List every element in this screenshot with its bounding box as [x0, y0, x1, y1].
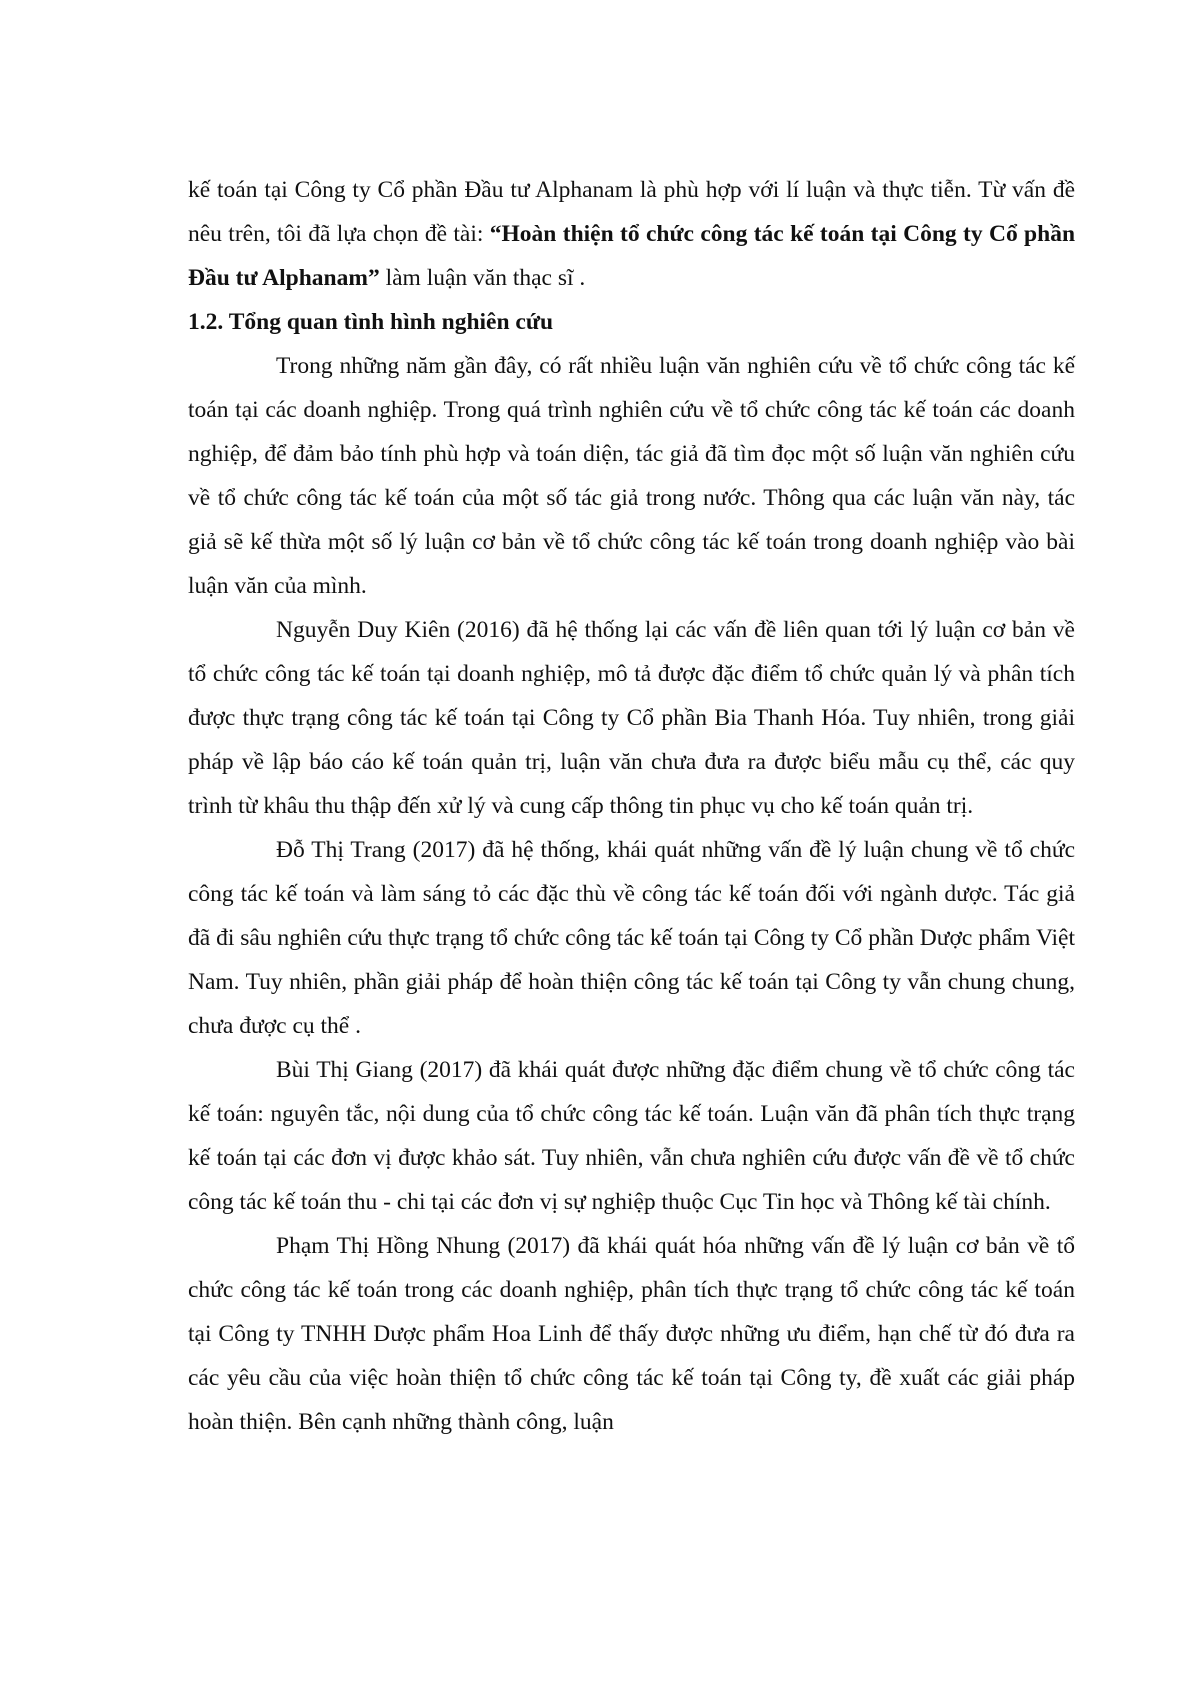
document-body — [188, 168, 1075, 1444]
thesis-title: “Hoàn thiện tổ chức công tác kế toán tại Công ty Cổ phần Đầu tư Alphanam” — [188, 221, 1076, 291]
intro-paragraph — [188, 168, 1075, 300]
intro-text-end: làm luận văn thạc sĩ . — [379, 265, 586, 291]
intro-text-start: kế toán tại Công ty Cổ phần Đầu tư Alphanam là phù hợp với lí luận và thực tiễn. Từ vấn đề nêu trên, tôi đã lựa chọn đề tài: — [188, 177, 1075, 247]
section-heading: 1.2. Tổng quan tình hình nghiên cứu — [188, 309, 554, 335]
paragraph-overview: Trong những năm gần đây, có rất nhiều luận văn nghiên cứu về tổ chức công tác kế toán tại các doanh nghiệp. Trong quá trình nghiên cứu về tổ chức công tác kế toán các doanh nghiệp, để đảm bảo tính phù hợp và toán diện, tác giả đã tìm đọc một số luận văn nghiên cứu về tổ chức công tác kế toán của một số tác giả trong nước. Thông qua các luận văn này, tác giả sẽ kế thừa một số lý luận cơ bản về tổ chức công tác kế toán trong doanh nghiệp vào bài luận văn của mình. — [188, 353, 1075, 599]
paragraph-pham-thi-hong-nhung: Phạm Thị Hồng Nhung (2017) đã khái quát hóa những vấn đề lý luận cơ bản về tổ chức công tác kế toán trong các doanh nghiệp, phân tích thực trạng tổ chức công tác kế toán tại Công ty TNHH Dược phẩm Hoa Linh để thấy được những ưu điểm, hạn chế từ đó đưa ra các yêu cầu của việc hoàn thiện tổ chức công tác kế toán tại Công ty, đề xuất các giải pháp hoàn thiện. Bên cạnh những thành công, luận — [188, 1233, 1075, 1435]
paragraph-nguyen-duy-kien: Nguyễn Duy Kiên (2016) đã hệ thống lại các vấn đề liên quan tới lý luận cơ bản về tổ chức công tác kế toán tại doanh nghiệp, mô tả được đặc điểm tổ chức quản lý và phân tích được thực trạng công tác kế toán tại Công ty Cổ phần Bia Thanh Hóa. Tuy nhiên, trong giải pháp về lập báo cáo kế toán quản trị, luận văn chưa đưa ra được biểu mẫu cụ thể, các quy trình từ khâu thu thập đến xử lý và cung cấp thông tin phục vụ cho kế toán quản trị. — [188, 617, 1075, 819]
paragraph-do-thi-trang: Đỗ Thị Trang (2017) đã hệ thống, khái quát những vấn đề lý luận chung về tổ chức công tác kế toán và làm sáng tỏ các đặc thù về công tác kế toán đối với ngành dược. Tác giả đã đi sâu nghiên cứu thực trạng tổ chức công tác kế toán tại Công ty Cổ phần Dược phẩm Việt Nam. Tuy nhiên, phần giải pháp để hoàn thiện công tác kế toán tại Công ty vẫn chung chung, chưa được cụ thể . — [188, 837, 1075, 1039]
paragraph-bui-thi-giang: Bùi Thị Giang (2017) đã khái quát được những đặc điểm chung về tổ chức công tác kế toán: nguyên tắc, nội dung của tổ chức công tác kế toán. Luận văn đã phân tích thực trạng kế toán tại các đơn vị được khảo sát. Tuy nhiên, vẫn chưa nghiên cứu được vấn đề về tổ chức công tác kế toán thu - chi tại các đơn vị sự nghiệp thuộc Cục Tin học và Thông kế tài chính. — [188, 1057, 1075, 1215]
